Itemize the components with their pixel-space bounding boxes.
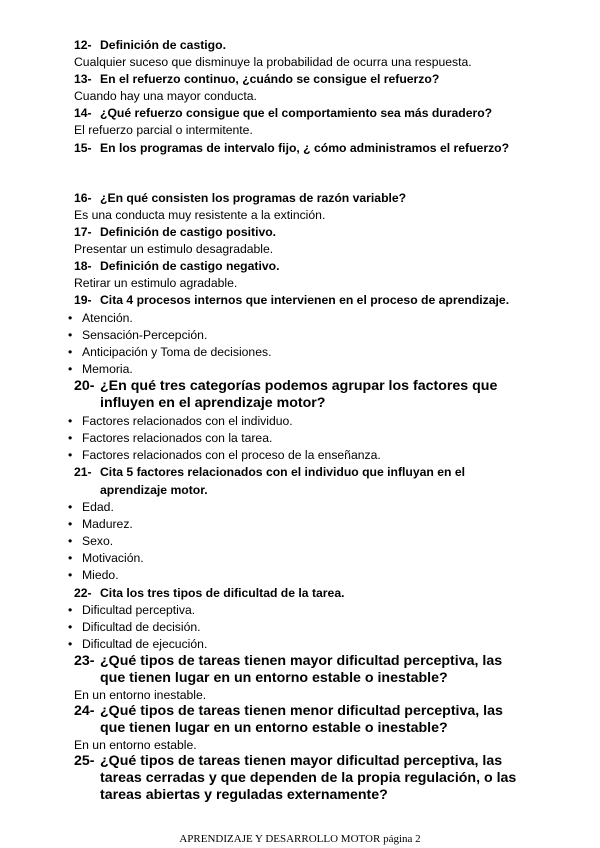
bullet-icon: • bbox=[68, 568, 73, 582]
answer-17: Presentar un estimulo desagradable. bbox=[74, 242, 274, 256]
question-text: En los programas de intervalo fijo, ¿ cómo administramos el refuerzo? bbox=[100, 141, 510, 155]
page-footer: APRENDIZAJE Y DESARROLLO MOTOR página 2 bbox=[179, 833, 421, 845]
bullet-icon: • bbox=[68, 328, 73, 342]
question-number: 16- bbox=[74, 191, 92, 205]
question-number: 19- bbox=[74, 293, 92, 307]
bullet-item: • Factores relacionados con el individuo. bbox=[68, 414, 293, 428]
question-number: 24- bbox=[74, 703, 95, 719]
question-23 bbox=[74, 653, 502, 670]
answer-23: En un entorno inestable. bbox=[74, 688, 207, 702]
question-number: 15- bbox=[74, 141, 92, 155]
question-number: 12- bbox=[74, 38, 92, 52]
bullet-item: • Atención. bbox=[68, 311, 133, 325]
bullet-icon: • bbox=[68, 603, 73, 617]
question-text: Cita los tres tipos de dificultad de la tarea. bbox=[100, 586, 345, 600]
question-number: 13- bbox=[74, 72, 92, 86]
bullet-icon: • bbox=[68, 534, 73, 548]
answer-12: Cualquier suceso que disminuye la probabilidad de ocurra una respuesta. bbox=[74, 55, 472, 69]
question-25 bbox=[74, 753, 502, 770]
question-19 bbox=[74, 292, 509, 308]
answer-13: Cuando hay una mayor conducta. bbox=[74, 89, 257, 103]
question-22 bbox=[74, 585, 345, 601]
bullet-icon: • bbox=[68, 431, 73, 445]
bullet-icon: • bbox=[68, 551, 73, 565]
question-14 bbox=[74, 105, 492, 121]
question-text: ¿En qué consisten los programas de razón variable? bbox=[100, 191, 407, 205]
question-text: ¿En qué tres categorías podemos agrupar los factores que bbox=[100, 378, 498, 394]
bullet-item: • Memoria. bbox=[68, 362, 133, 376]
question-21 bbox=[74, 464, 465, 480]
question-number: 17- bbox=[74, 225, 92, 239]
bullet-icon: • bbox=[68, 500, 73, 514]
question-20 bbox=[74, 378, 497, 395]
question-text: Definición de castigo negativo. bbox=[100, 259, 280, 273]
question-18 bbox=[74, 258, 279, 274]
question-number: 14- bbox=[74, 106, 92, 120]
question-text: Cita 4 procesos internos que intervienen en el proceso de aprendizaje. bbox=[100, 293, 510, 307]
question-number: 21- bbox=[74, 465, 92, 479]
question-24-continued: que tienen lugar en un entorno estable o inestable? bbox=[100, 720, 448, 736]
question-number: 18- bbox=[74, 259, 92, 273]
question-13 bbox=[74, 71, 439, 87]
bullet-item: • Motivación. bbox=[68, 551, 144, 565]
question-12 bbox=[74, 37, 226, 53]
bullet-item: • Miedo. bbox=[68, 568, 119, 582]
bullet-item: • Factores relacionados con la tarea. bbox=[68, 431, 273, 445]
question-21-continued: aprendizaje motor. bbox=[100, 483, 208, 497]
bullet-icon: • bbox=[68, 517, 73, 531]
question-17 bbox=[74, 224, 276, 240]
question-text: Definición de castigo positivo. bbox=[100, 225, 277, 239]
bullet-item: • Dificultad de decisión. bbox=[68, 620, 201, 634]
answer-16: Es una conducta muy resistente a la extinción. bbox=[74, 208, 326, 222]
bullet-item: • Edad. bbox=[68, 500, 114, 514]
bullet-icon: • bbox=[68, 637, 73, 651]
question-text: Cita 5 factores relacionados con el individuo que influyan en el bbox=[100, 465, 466, 479]
bullet-icon: • bbox=[68, 311, 73, 325]
question-number: 22- bbox=[74, 586, 92, 600]
question-16 bbox=[74, 190, 406, 206]
bullet-item: • Anticipación y Toma de decisiones. bbox=[68, 345, 272, 359]
question-23-continued: que tienen lugar en un entorno estable o inestable? bbox=[100, 670, 448, 686]
question-number: 20- bbox=[74, 378, 95, 394]
bullet-icon: • bbox=[68, 345, 73, 359]
question-20-continued: influyen en el aprendizaje motor? bbox=[100, 395, 326, 411]
question-text: ¿Qué refuerzo consigue que el comportamiento sea más duradero? bbox=[100, 106, 493, 120]
question-text: ¿Qué tipos de tareas tienen mayor dificultad perceptiva, las bbox=[100, 653, 503, 669]
bullet-item: • Factores relacionados con el proceso de la enseñanza. bbox=[68, 448, 381, 462]
bullet-item: • Sexo. bbox=[68, 534, 114, 548]
question-number: 23- bbox=[74, 653, 95, 669]
answer-24: En un entorno estable. bbox=[74, 738, 197, 752]
bullet-item: • Sensación-Percepción. bbox=[68, 328, 208, 342]
question-25-continued: tareas cerradas y que dependen de la propia regulación, o las bbox=[100, 770, 517, 786]
answer-14: El refuerzo parcial o intermitente. bbox=[74, 123, 253, 137]
question-text: ¿Qué tipos de tareas tienen menor dificultad perceptiva, las bbox=[100, 703, 503, 719]
answer-18: Retirar un estimulo agradable. bbox=[74, 276, 238, 290]
question-text: En el refuerzo continuo, ¿cuándo se consigue el refuerzo? bbox=[100, 72, 440, 86]
bullet-item: • Madurez. bbox=[68, 517, 133, 531]
question-24 bbox=[74, 703, 503, 720]
bullet-item: • Dificultad de ejecución. bbox=[68, 637, 208, 651]
bullet-item: • Dificultad perceptiva. bbox=[68, 603, 196, 617]
bullet-icon: • bbox=[68, 448, 73, 462]
question-text: ¿Qué tipos de tareas tienen mayor dificultad perceptiva, las bbox=[100, 753, 503, 769]
bullet-icon: • bbox=[68, 414, 73, 428]
bullet-icon: • bbox=[68, 362, 73, 376]
question-15 bbox=[74, 140, 509, 156]
bullet-icon: • bbox=[68, 620, 73, 634]
question-text: Definición de castigo. bbox=[100, 38, 226, 52]
question-number: 25- bbox=[74, 753, 95, 769]
question-25-continued: tareas abiertas y reguladas externamente? bbox=[100, 787, 388, 803]
